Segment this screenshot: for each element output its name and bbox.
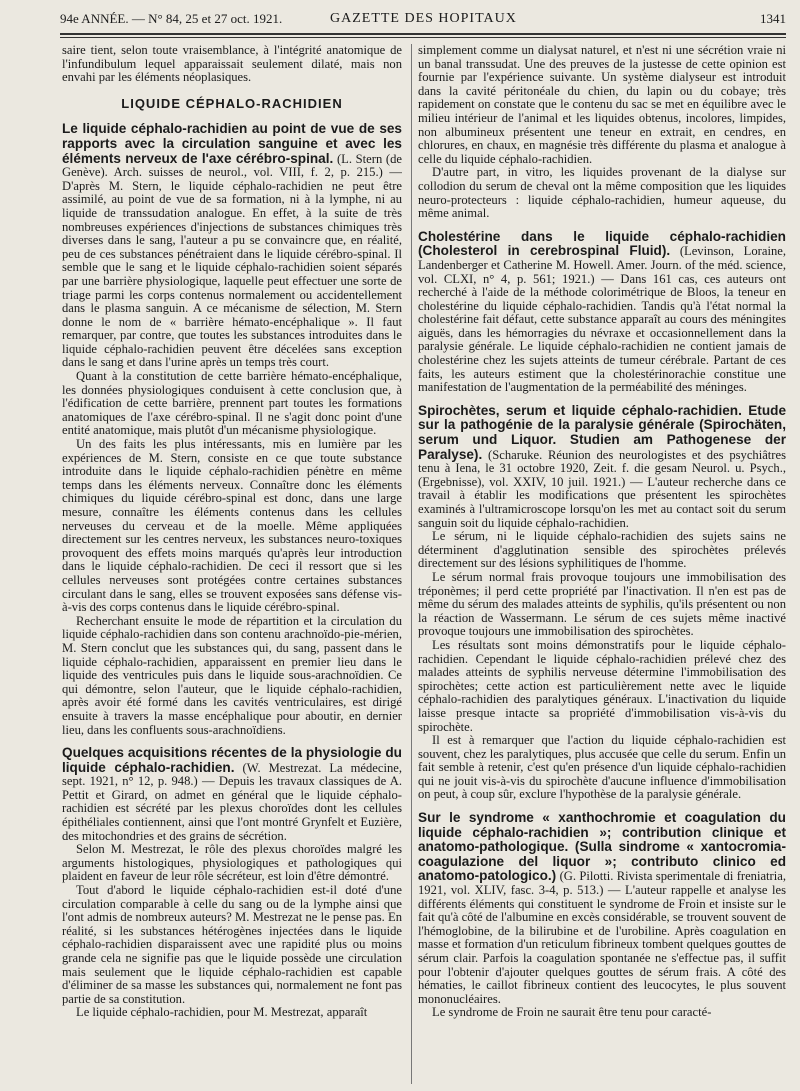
article-5-paragraph-2: Le syndrome de Froin ne saurait être tenu pour caracté-	[432, 1005, 712, 1020]
article-4-citation: (Scharuke. Réunion des neurologistes et des psychiâtres tenu à Iena, le 31 octobre 1920, Zeit. f. die gesam Neurol. u. Psych., (Ergebnisse), vol. XXIV, 10 juil. 1921.)	[418, 447, 786, 489]
article-2-citation: (W. Mestrezat. La médecine, sept. 1921, n° 12, p. 948.)	[62, 760, 402, 789]
article-4-paragraph-3: Le sérum normal frais provoque toujours une immobilisation des tréponèmes; il perd cette propriété par l'inactivation. Il n'en est pas de même du sérum des malades atteints de syphilis, qu'ils présentent ou non la réaction de Wassermann. Le sérum de ces sujets même inactivé provoque toujours une immobilisation des spirochètes.	[418, 569, 786, 639]
article-2-text: — Depuis les travaux classiques de A. Pettit et Girard, on admet en général que le liquide céphalo-rachidien est sécrété par les plexus choroïdes dont les cellules épithéliales contiennent, ainsi que l'ont montré Grynfelt et Euzière, des mitochondries et des grains de sécrétion.	[62, 774, 402, 843]
header-rule	[60, 33, 786, 35]
left-column	[62, 44, 402, 1089]
header-rule-thin	[60, 37, 786, 38]
article-3-text: — Dans 161 cas, ces auteurs ont recherché à l'aide de la méthode colorimétrique de Bloos, la teneur en cholestérine du liquide céphalo-rachidien. Tandis qu'à l'état normal la cholestérine fait défaut, cette substance apparaît au cours des méningites aiguës, dans les hémorragies du névraxe et occasionnellement dans la paralysie générale. Le liquide céphalo-rachidien ne contient jamais de cholestérine chez les sujets atteints de tumeur cérébrale. Partant de ces faits, les auteurs estiment que la cholestérinorachie constitue une manifestation de l'augmentation de la perméabilité des méninges.	[418, 271, 786, 395]
article-5-citation: (G. Pilotti. Rivista sperimentale di freniatria, 1921, vol. XLIV, fasc. 3-4, p. 513.)	[418, 869, 786, 898]
article-1	[62, 122, 402, 370]
article-1-paragraph-3: Un des faits les plus intéressants, mis en lumière par les expériences de M. Stern, consiste en ce que toute substance introduite dans le liquide céphalo-rachidien pénètre en même temps dans les éléments nerveux. Connaître donc les éléments chimiques du liquide cérébro-spinal est donc, dans une large mesure, connaître les éléments contenus dans les cellules nerveuses du cerveau et de la moelle. Même appliquées directement sur les centres nerveux, les substances neuro-toxiques provoquent des effets moins marqués qu'après leur introduction dans le liquide céphalo-rachidien. De ceci il ressort que si les cellules nerveuses sont protégées contre certaines substances circulant dans le sang, elles se trouvent exposées sans défense vis-à-vis des corps contenus dans le liquide cérébro-spinal.	[62, 437, 402, 615]
article-2	[62, 746, 402, 843]
right-paragraph-2: D'autre part, in vitro, les liquides provenant de la dialyse sur collodion du serum de cheval ont la même composition que les liquides neuro-protecteurs : liquide céphalo-rachidien, humeur aqueuse, du même animal.	[418, 165, 786, 221]
article-3	[418, 230, 786, 395]
article-4-paragraph-4: Les résultats sont moins démonstratifs pour le liquide céphalo-rachidien. Cependant le liquide céphalo-rachidien prélevé chez des malades atteints de syphilis nerveuse détermine l'immobilisation des spirochètes; cette action est particulièrement nette avec le liquide céphalo-rachidien des paralytiques généraux. L'inactivation du liquide laisse presque intacte sa propriété d'immobilisation vis-à-vis du spirochète.	[418, 637, 786, 734]
article-5-text: — L'auteur rappelle et analyse les différents éléments qui constituent le syndrome de Froin et insiste sur le fait qu'à côté de l'albumine en excès considérable, se trouvent souvent de l'hémoglobine, de la bilirubine et de l'urobiline. Après coagulation en masse et formation d'un reticulum fibrineux tombent quelques gouttes de sérum clair. Parfois la coagulation spontanée ne s'effectue pas, il suffit pour l'obtenir d'ajouter quelques gouttes de sérum frais. A côté des hématies, le caillot fibrineux contient des leucocytes, le plus souvent mononucléaires.	[418, 883, 786, 1006]
article-3-citation: (Levinson, Loraine, Landenberger et Catherine M. Howell. Amer. Journ. of the méd. science, vol. CLXI, n° 4, p. 561; 1921.)	[418, 244, 786, 286]
article-4-text: — L'auteur recherche dans ce travail à établir les modifications que présentent les spirochètes examinés à l'ultramicroscope lorsqu'on les met au contact soit du serum sanguin soit du liquide céphalo-rachidien.	[418, 474, 786, 530]
right-column	[418, 44, 786, 1089]
article-4-paragraph-5: Il est à remarquer que l'action du liquide céphalo-rachidien est souvent, chez les paralytiques, plus accusée que celle du serum. Enfin un fait semble à retenir, c'est qu'en présence d'un liquide céphalo-rachidien qui ne jouit vis-à-vis du spirochète d'aucune influence d'immobilisation on peut, à coup sûr, exclure l'hypothèse de la paralysie générale.	[418, 733, 786, 802]
article-5	[418, 811, 786, 1006]
article-1-citation: (L. Stern (de Genève). Arch. suisses de neurol., vol. VIII, f. 2, p. 215.)	[62, 151, 402, 180]
article-1-text: — D'après M. Stern, le liquide céphalo-rachidien ne peut être assimilé, au point de vue de sa formation, ni à la lymphe, ni au liquide de transsudation analogue. En effet, à la suite de très nombreuses expériences d'injections de substances chimiques très diverses dans le sang, l'auteur a pu se convaincre que, en réalité, peu de ces substances pénétraient dans le liquide cérébro-spinal. Il semble que le sang et le liquide céphalo-rachidien soient séparés par une barrière physiologique, laquelle peut effectuer une sorte de triage parmi les corps contenus normalement ou accidentellement dans le plasma sanguin. A ce mécanisme de sélection, M. Stern donne le nom de « barrière hémato-encéphalique ». Il faut remarquer, par contre, que toutes les substances introduites dans le liquide céphalo-rachidien peuvent être décelées sans exception dans le sang et dans l'urine après un temps très court.	[62, 165, 402, 370]
page-number: 1341	[760, 11, 786, 26]
article-1-paragraph-2: Quant à la constitution de cette barrière hémato-encéphalique, les données physiologiques conduisent à cette conclusion que, à l'édification de cette barrière, prennent part toutes les formations anatomiques de l'axe cérébro-spinal. Il ne s'agit donc point d'une entité anatomique, mais plutôt d'un mécanisme physiologique.	[62, 369, 402, 438]
article-4	[418, 404, 786, 530]
journal-title: GAZETTE DES HOPITAUX	[330, 11, 517, 26]
article-2-paragraph-2: Selon M. Mestrezat, le rôle des plexus choroïdes malgré les arguments histologiques, physiologiques et pathologiques qui plaident en faveur de leur rôle sécréteur, est loin d'être démontré.	[62, 842, 402, 884]
article-3-title: Cholestérine dans le liquide céphalo-rachidien (Cholesterol in cerebrospinal Fluid).	[418, 228, 786, 259]
page-header	[60, 8, 786, 30]
article-5-title: Sur le syndrome « xanthochromie et coagulation du liquide céphalo-rachidien »; contribution clinique et anatomo-pathologique. (Sulla sindrome « xantocromia-coagulazione del liquor »; contributo clinico ed anatomo-patologico.)	[418, 810, 786, 884]
article-4-title: Spirochètes, serum et liquide céphalo-rachidien. Etude sur la pathogénie de la paralysie générale (Spirochäten, serum und Liquor. Studien am Pathogenese der Paralyse).	[418, 402, 786, 462]
article-2-paragraph-3: Tout d'abord le liquide céphalo-rachidien est-il doté d'une circulation comparable à celle du sang ou de la lymphe ainsi que l'ont admis de nombreux auteurs? M. Mestrezat ne le pense pas. En réalité, si les substances hétérogènes injectées dans le liquide céphalo-rachidien disparaissent avec une rapidité plus ou moins grande cela ne signifie pas que le liquide possède une circulation mais seulement que le liquide céphalo-rachidien est capable d'éliminer de sa masse les substances qui, normalement ne font pas partie de sa constitution.	[62, 883, 402, 1006]
section-title: LIQUIDE CÉPHALO-RACHIDIEN	[121, 95, 343, 111]
right-paragraph-1: simplement comme un dialysat naturel, et n'est ni une sécrétion vraie ni un banal transsudat. Une des preuves de la justesse de cette opinion est fournie par l'expérience suivante. Un système dialyseur est introduit dans la cavité péritonéale du chien, du lapin ou du cobaye; très rapidement on constate que le contenu du sac se met en équilibre avec le milieu intérieur de l'animal et les liquides obtenus, incolores, limpides, non albumineux présentent une teneur en extrait, en cendres, en chlorures, en chaux, en magnésie très différente du plasma et analogue à celle du liquide céphalo-rachidien.	[418, 44, 786, 166]
article-1-paragraph-4: Recherchant ensuite le mode de répartition et la circulation du liquide céphalo-rachidien dans son contenu arachnoïdo-pie-mérien, M. Stern conclut que les substances qui, du sang, passent dans le liquide céphalo-rachidien, apparaissent en premier lieu dans le liquide des ventricules puis dans le liquide sous-arachnoïdien. Ce qui démontre, selon l'auteur, que le liquide céphalo-rachidien, après avoir été formé dans les cavités ventriculaires, est dirigé ensuite à travers la masse encéphalique pour aboutir, en dernier lieu, dans les confluents sous-arachnoïdiens.	[62, 613, 402, 737]
article-1-title: Le liquide céphalo-rachidien au point de vue de ses rapports avec la circulation sanguine et avec les éléments nerveux de l'axe cérébro-spinal.	[62, 121, 402, 166]
article-4-paragraph-2: Le sérum, ni le liquide céphalo-rachidien des sujets sains ne déterminent d'agglutination sensible des spirochètes prélevés directement sur des lésions syphilitiques de l'homme.	[418, 529, 786, 571]
article-2-title: Quelques acquisitions récentes de la physiologie du liquide céphalo-rachidien.	[62, 745, 402, 775]
intro-paragraph: saire tient, selon toute vraisemblance, à l'intégrité anatomique de l'infundibulum lequel apparaissait seulement dilaté, mais non envahi par les éléments néoplasiques.	[62, 44, 402, 85]
issue-info: 94e ANNÉE. — N° 84, 25 et 27 oct. 1921.	[60, 11, 283, 26]
column-divider	[411, 44, 412, 1084]
article-2-paragraph-4: Le liquide céphalo-rachidien, pour M. Mestrezat, apparaît	[76, 1005, 368, 1020]
